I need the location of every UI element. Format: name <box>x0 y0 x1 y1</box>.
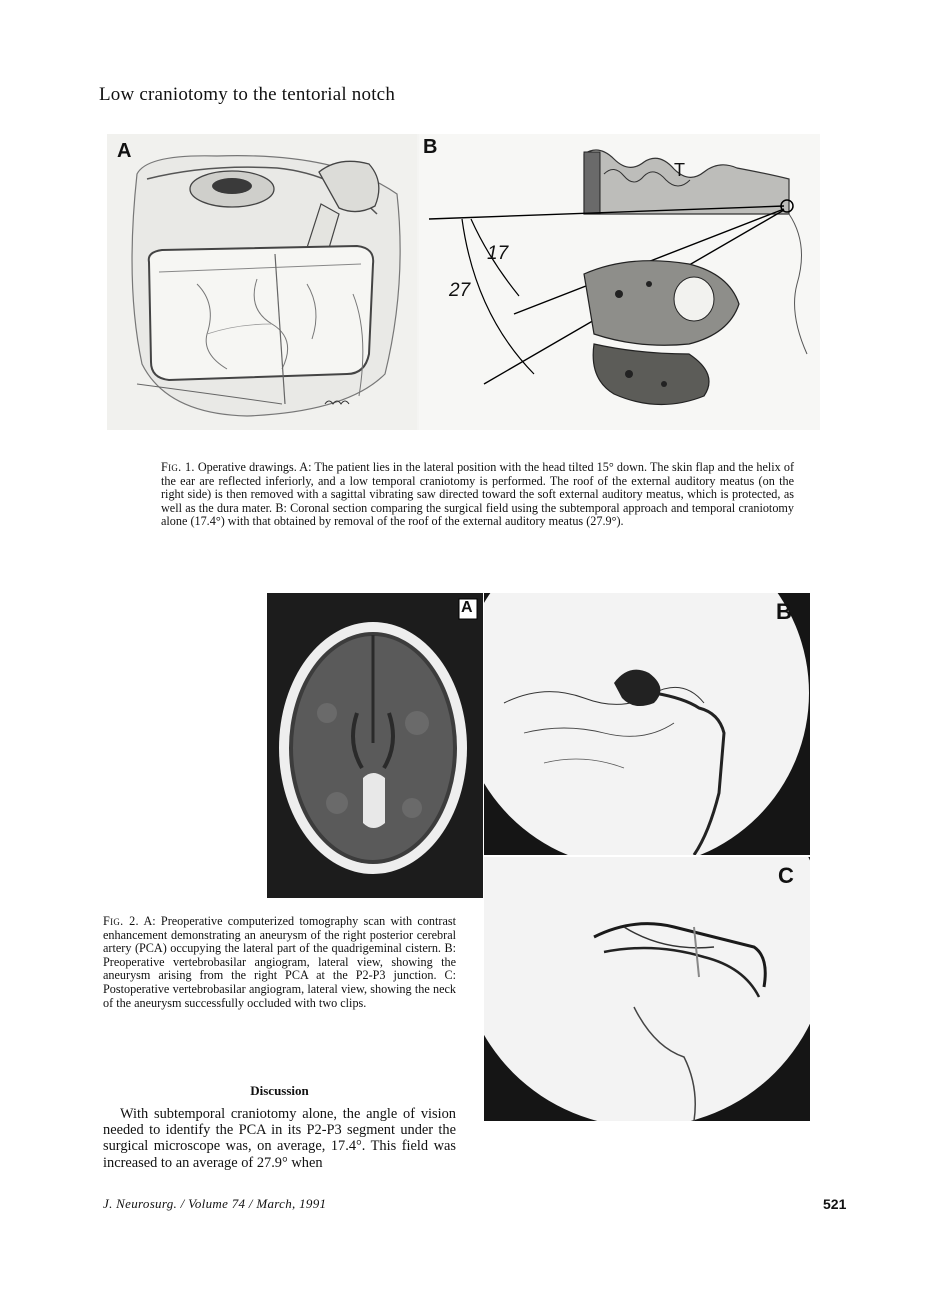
coronal-section-diagram <box>419 134 820 430</box>
figure-2-panel-a-label: A <box>461 599 473 616</box>
angle-label-17: 17 <box>487 243 509 264</box>
figure-1-panel-a-drawing <box>107 134 417 430</box>
ct-scan-image <box>267 593 483 898</box>
figure-2-caption-text: A: Preoperative computerized tomography scan with contrast enhancement demonstrating an aneurysm of the right posterior cerebral artery (PCA) occupying the lateral part of the quadrigeminal cistern. B: Preoperative vertebrobasilar angiogram, lateral view, showing the aneurysm arising from the right PCA at the P2-P3 junction. C: Postoperative vertebrobasilar angiogram, lateral view, showing the neck of the aneurysm successfully occluded with two clips. <box>103 914 457 1010</box>
figure-1-panel-b-diagram <box>419 134 820 430</box>
footer-journal-citation: J. Neurosurg. / Volume 74 / March, 1991 <box>103 1196 327 1211</box>
craniotomy-drawing <box>107 134 417 430</box>
figure-1-caption <box>161 461 794 529</box>
figure-2-panel-b-angiogram <box>484 593 810 855</box>
figure-2-panel-b-label: B <box>776 599 792 624</box>
footer-page-number: 521 <box>823 1196 847 1212</box>
figure-2-caption-label: Fig. 2. <box>103 914 139 928</box>
figure-2-panel-a-ct-scan <box>267 593 483 898</box>
running-head: Low craniotomy to the tentorial notch <box>99 84 396 105</box>
figure-1-panel-b-label: B <box>423 136 438 158</box>
figure-2-panel-c-angiogram <box>484 857 810 1121</box>
figure-1-caption-text: Operative drawings. A: The patient lies in the lateral position with the head tilted 15° down. The skin flap and the helix of the ear are reflected inferiorly, and a low temporal craniotomy is performed. The roof of the external auditory meatus (on the right side) is then removed with a sagittal vibrating saw directed toward the soft external auditory meatus, which is protected, as well as the dura mater. B: Coronal section comparing the surgical field using the subtemporal approach and temporal craniotomy alone (17.4°) with that obtained by removal of the roof of the external auditory meatus (27.9°). <box>161 460 795 529</box>
figure-1 <box>107 134 820 430</box>
postoperative-angiogram-image <box>484 857 810 1121</box>
discussion-paragraph: With subtemporal craniotomy alone, the angle of vision needed to identify the PCA in its P2-P3 segment under the surgical microscope was, on average, 17.4°. This field was increased to an average of 27.9° when <box>103 1106 456 1171</box>
temporal-lobe-label: T <box>674 160 685 180</box>
figure-2-panel-c-label: C <box>778 863 794 888</box>
figure-1-panel-a-label: A <box>117 140 132 162</box>
figure-2-caption <box>103 915 456 1010</box>
discussion-heading: Discussion <box>250 1083 309 1098</box>
angle-label-27: 27 <box>449 280 471 301</box>
preoperative-angiogram-image <box>484 593 810 855</box>
figure-1-caption-label: Fig. 1. <box>161 460 195 474</box>
